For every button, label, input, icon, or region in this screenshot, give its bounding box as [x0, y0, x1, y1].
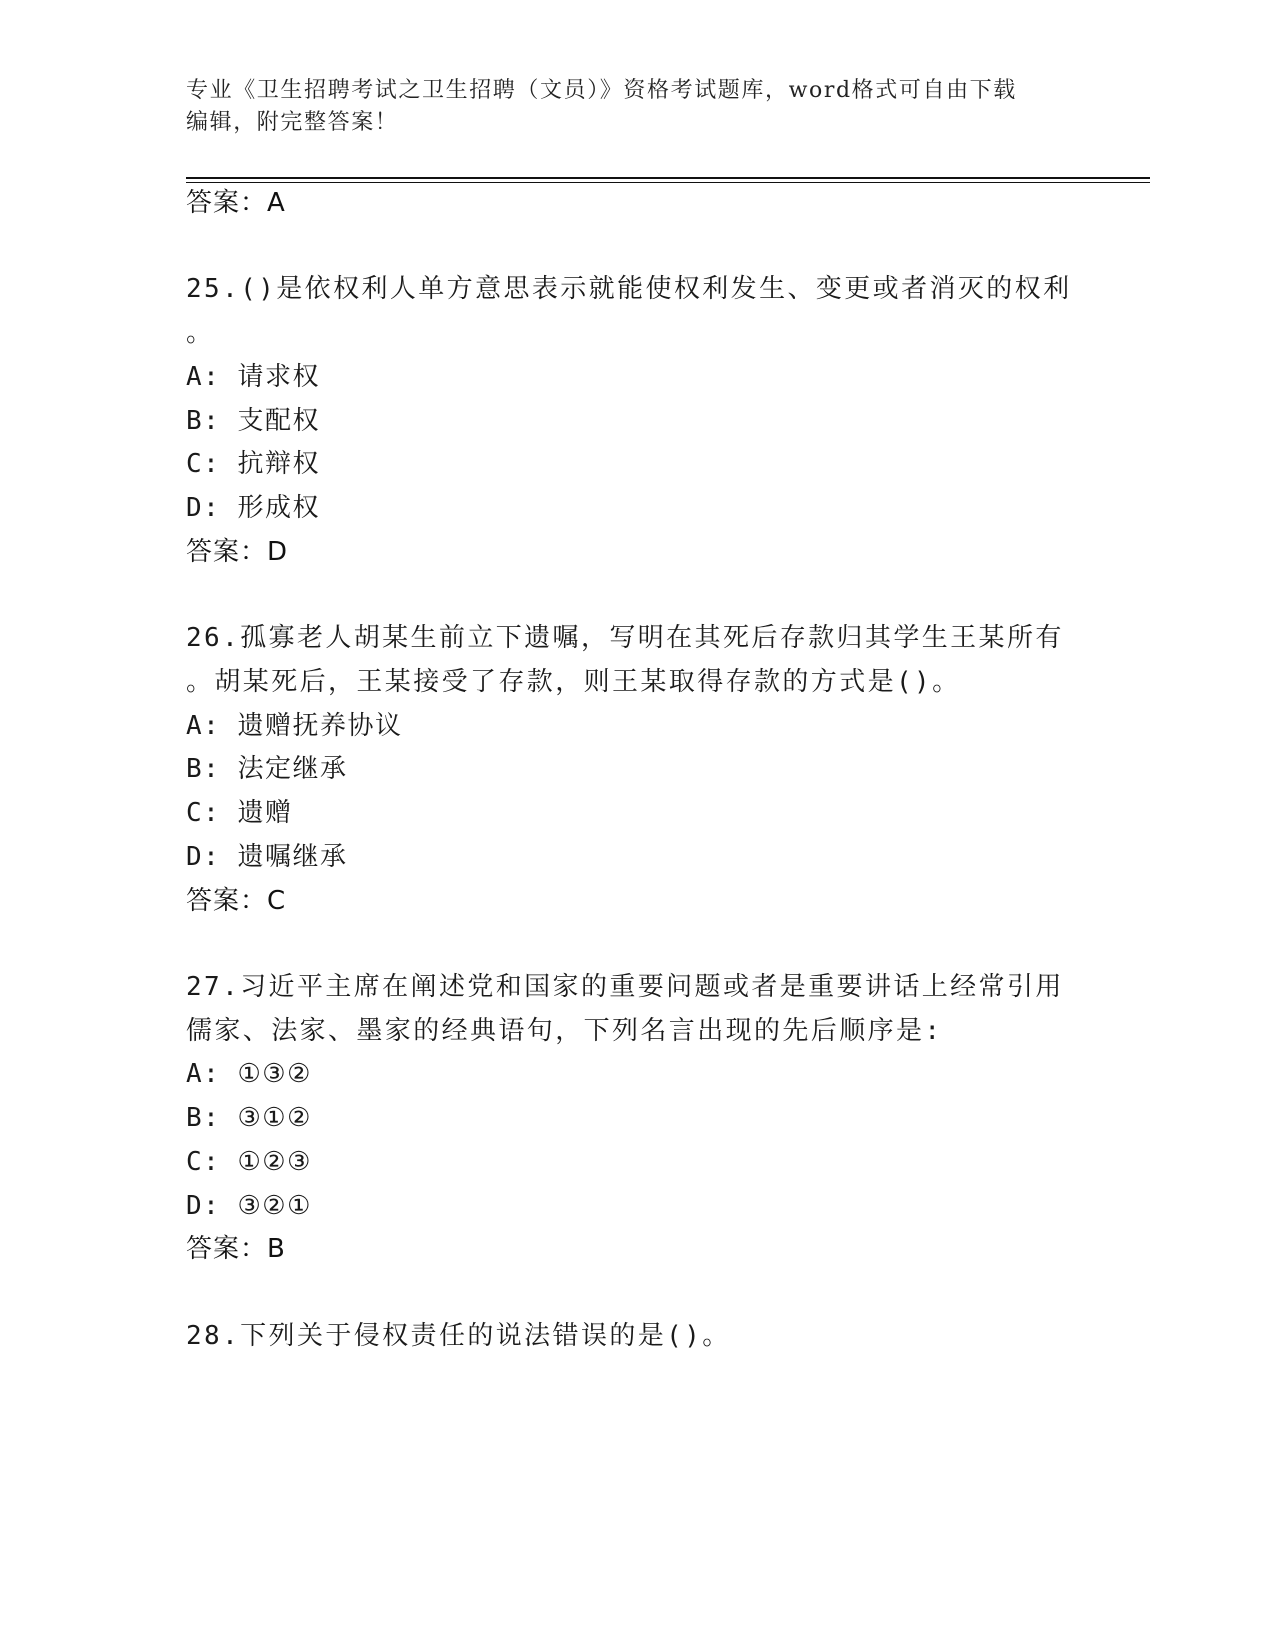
- question-27-stem-line-2: 儒家、法家、墨家的经典语句，下列名言出现的先后顺序是:: [186, 1016, 943, 1046]
- question-27-stem-line-1: 27.习近平主席在阐述党和国家的重要问题或者是重要讲话上经常引用: [186, 972, 1064, 1002]
- question-25-option-d: D: 形成权: [186, 493, 320, 523]
- question-25-option-b: B: 支配权: [186, 406, 320, 436]
- question-27-option-b: B: ③①②: [186, 1103, 312, 1133]
- header-line-2: 编辑，附完整答案！: [186, 110, 399, 135]
- question-26-stem-line-2: 。胡某死后，王某接受了存款，则王某取得存款的方式是()。: [186, 667, 961, 697]
- question-25-option-c: C: 抗辩权: [186, 449, 320, 479]
- question-27-option-c: C: ①②③: [186, 1147, 312, 1177]
- header-divider-thick: [186, 177, 1150, 179]
- header-divider-thin: [186, 182, 1150, 183]
- question-26-option-a: A: 遗赠抚养协议: [186, 711, 403, 741]
- header-text: [186, 75, 1066, 139]
- question-26-option-d: D: 遗嘱继承: [186, 842, 348, 872]
- question-27-option-d: D: ③②①: [186, 1191, 312, 1221]
- header-line-1: 专业《卫生招聘考试之卫生招聘（文员）》资格考试题库，word格式可自由下载: [186, 78, 1017, 103]
- question-26-option-c: C: 遗赠: [186, 798, 293, 828]
- question-27-option-a: A: ①③②: [186, 1059, 312, 1089]
- answer-26: 答案：C: [186, 886, 287, 916]
- answer-25: 答案：D: [186, 537, 289, 567]
- question-28-stem-line-1: 28.下列关于侵权责任的说法错误的是()。: [186, 1321, 731, 1351]
- question-25-stem-line-1: 25.()是依权利人单方意思表示就能使权利发生、变更或者消灭的权利: [186, 274, 1072, 304]
- question-26-stem-line-1: 26.孤寡老人胡某生前立下遗嘱，写明在其死后存款归其学生王某所有: [186, 623, 1064, 653]
- answer-24: 答案：A: [186, 188, 286, 218]
- question-25-option-a: A: 请求权: [186, 362, 320, 392]
- question-25-stem-line-2: 。: [186, 318, 215, 348]
- question-26-option-b: B: 法定继承: [186, 754, 348, 784]
- answer-27: 答案：B: [186, 1234, 286, 1264]
